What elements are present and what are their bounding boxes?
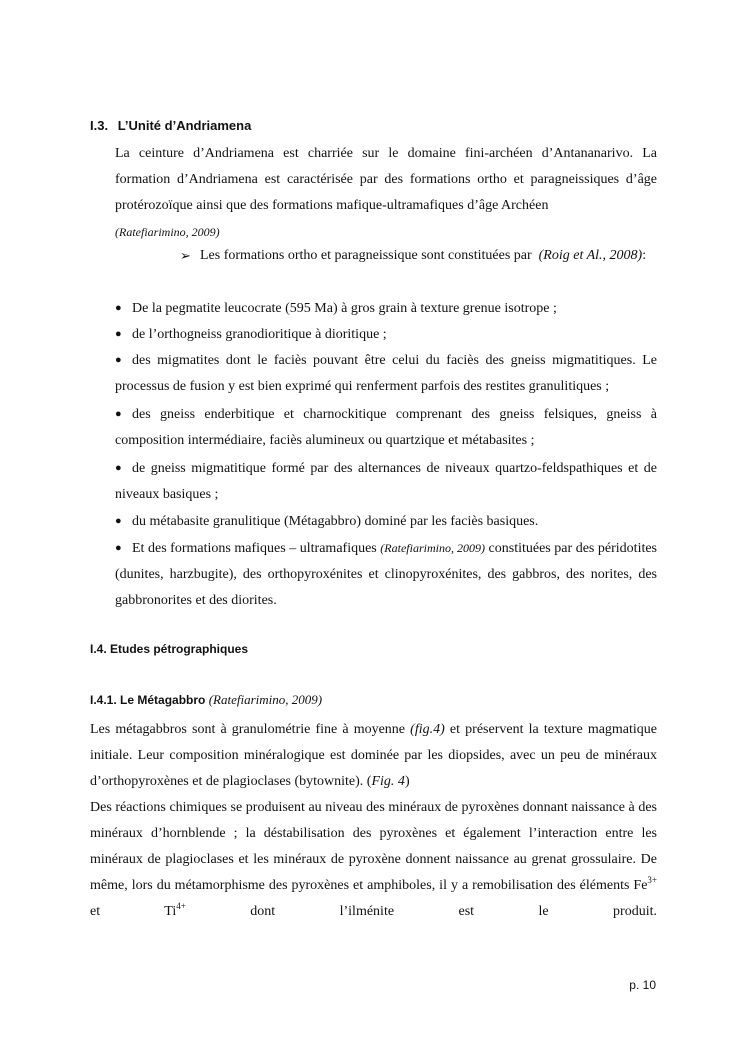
figure-reference: (fig.4) bbox=[410, 722, 445, 737]
section-title: I.4. Etudes pétrographiques bbox=[90, 642, 249, 656]
p2-text-c: dont l’ilménite est le produit. bbox=[185, 904, 657, 919]
p1-text-b: et préservent la texture magmatique initiale. Leur composition minéralogique est dominée par les diopsides, avec un peu de minéraux d’orthopyroxènes et de plagioclases (bytownite). ( bbox=[90, 722, 658, 789]
list-item bbox=[115, 535, 657, 614]
figure-reference-2: Fig. 4 bbox=[371, 774, 405, 789]
intro-paragraph bbox=[115, 141, 657, 246]
p1-text-c: ) bbox=[404, 774, 410, 789]
list-item-text: des gneiss enderbitique et charnockitique comprenant des gneiss felsiques, gneiss à composition intermédiaire, faciès alumineux ou quartzique et métabasites ; bbox=[115, 407, 657, 448]
p2-text-b: et Ti bbox=[90, 904, 177, 919]
list-item-reference: (Ratefiarimino, 2009) bbox=[380, 541, 485, 555]
section-heading-i3 bbox=[90, 118, 251, 133]
page-number: p. 10 bbox=[629, 978, 656, 992]
section-title: L’Unité d’Andriamena bbox=[117, 118, 252, 133]
list-item bbox=[115, 295, 657, 322]
superscript-fe: 3+ bbox=[647, 875, 657, 885]
section-heading-i4 bbox=[90, 642, 248, 656]
list-item bbox=[115, 508, 657, 535]
intro-reference: (Ratefiarimino, 2009) bbox=[115, 225, 220, 239]
arrow-list-item bbox=[180, 243, 657, 269]
bullet-icon: ● bbox=[115, 462, 122, 474]
arrow-suffix: : bbox=[642, 248, 647, 263]
superscript-ti: 4+ bbox=[176, 901, 186, 911]
p1-text-a: Les métagabbros sont à granulométrie fine à moyenne bbox=[90, 722, 406, 737]
list-item bbox=[115, 401, 657, 454]
p2-text-a: Des réactions chimiques se produisent au niveau des minéraux de pyroxènes donnant naissance à des minéraux d’hornblende ; la déstabilisation des pyroxènes et également l’interaction entre les minéraux de plagioclases et les minéraux de pyroxène donnent naissance au grenat grossulaire. De même, lors du métamorphisme des pyroxènes et amphiboles, il y a remobilisation des éléments Fe bbox=[90, 800, 657, 893]
arrow-item-text bbox=[200, 243, 657, 269]
bullet-icon: ● bbox=[115, 515, 122, 527]
list-item bbox=[115, 347, 657, 400]
bullet-icon: ● bbox=[115, 408, 122, 420]
list-item-text: du métabasite granulitique (Métagabbro) dominé par les faciès basiques. bbox=[132, 514, 539, 529]
subsection-reference: (Ratefiarimino, 2009) bbox=[208, 692, 323, 707]
list-item-text: de gneiss migmatitique formé par des alternances de niveaux quartzo-feldspathiques et de niveaux basiques ; bbox=[115, 461, 657, 502]
list-item bbox=[115, 455, 657, 508]
list-item-text: des migmatites dont le faciès pouvant être celui du faciès des gneiss migmatitiques. Le processus de fusion y est bien exprimé qui renferment parfois des restites granulitiques ; bbox=[115, 353, 657, 394]
list-item-text: de l’orthogneiss granodioritique à dioritique ; bbox=[132, 327, 387, 342]
arrow-text-main: Les formations ortho et paragneissique sont constituées par bbox=[200, 248, 532, 263]
bullet-icon: ● bbox=[115, 328, 122, 340]
intro-text: La ceinture d’Andriamena est charriée sur le domaine fini-archéen d’Antananarivo. La formation d’Andriamena est caractérisée par des formations ortho et paragneissiques d’âge protérozoïque ainsi que des formations mafique-ultramafiques d’âge Archéen bbox=[115, 146, 657, 213]
body-paragraph-1 bbox=[90, 717, 657, 795]
list-item-text-end: constituées par des péridotites (dunites, harzbugite), des orthopyroxénites et clinopyroxénites, des gabbros, des norites, des gabbronorites et des diorites. bbox=[115, 541, 658, 608]
arrow-bullet-icon: ➢ bbox=[180, 248, 191, 263]
arrow-reference: (Roig et Al., 2008) bbox=[538, 248, 643, 263]
section-number: I.3. bbox=[90, 118, 109, 133]
bullet-icon: ● bbox=[115, 354, 122, 366]
list-item bbox=[115, 321, 657, 348]
section-heading-i41 bbox=[90, 692, 322, 708]
bullet-icon: ● bbox=[115, 302, 122, 314]
list-item-text: Et des formations mafiques – ultramafiques bbox=[132, 541, 377, 556]
body-paragraph-2 bbox=[90, 795, 657, 925]
subsection-title: I.4.1. Le Métagabbro bbox=[90, 693, 206, 707]
bullet-icon: ● bbox=[115, 542, 122, 554]
list-item-text: De la pegmatite leucocrate (595 Ma) à gros grain à texture grenue isotrope ; bbox=[132, 301, 557, 316]
